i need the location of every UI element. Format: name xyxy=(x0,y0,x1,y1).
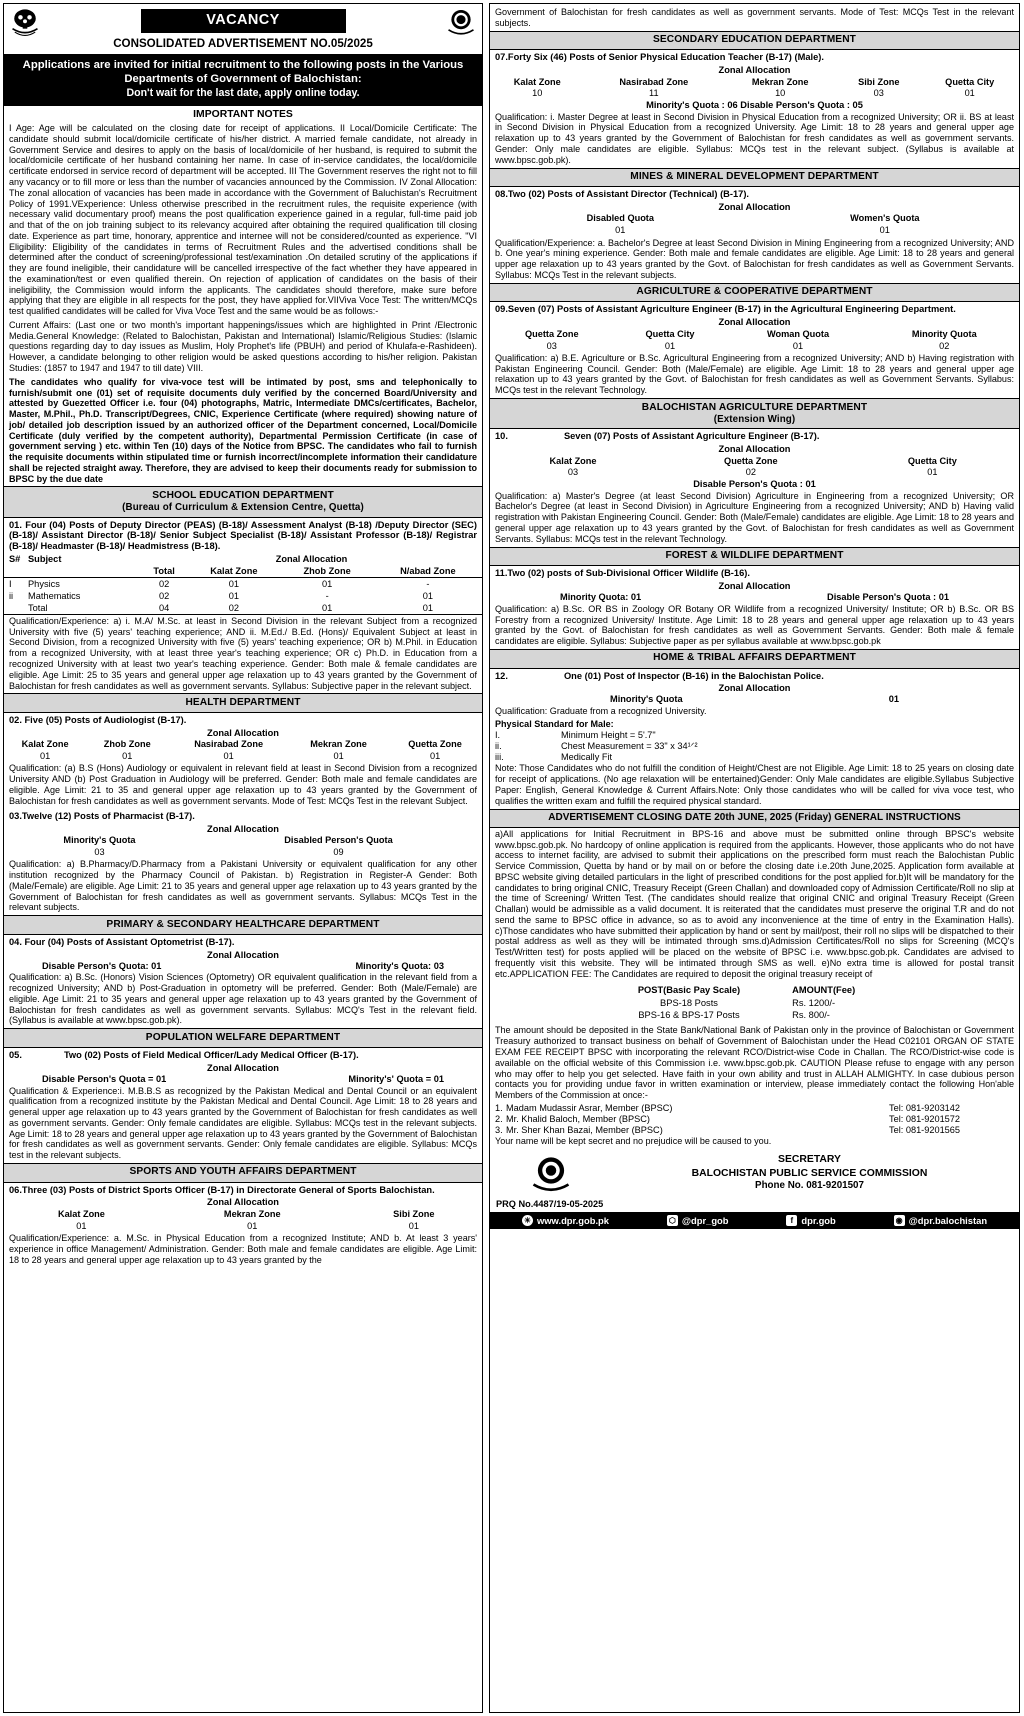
signature-block xyxy=(490,1149,1019,1197)
left-column xyxy=(3,3,483,1713)
fee-deposit-instructions: The amount should be deposited in the State Bank/National Bank of Pakistan only in the province of Balochistan or Government Treasury authorized to transact business on behalf of Government of Balochistan under the Head C02101 ORGAN OF STATE EXAM FEE RECEIPT BPSC with incorporating the relevant RCO/District-wise Code in Challan. The RCO/District-wise code is available on the official website of this Commission i.e. www.bpsc.gob.pk. CAUTION Please refuse to engage with any person who may offer to help you get selected. Have faith in your own ability and trust in ALLAH ALMIGHTY. In case dubious person contacts you for providing undue favor in written examination or interview, please immediately contact the following Hon'able Members of the Commission at once:- xyxy=(495,1025,1014,1101)
post-02-qualification: Qualification: (a) B.S (Hons) Audiology or equivalent in relevant field at least in Second Division from a recognized University AND (b) Post Graduation in Audiology will be preferred. Gender: Both male and female candidates are eligible. Age Limit: 21 to 35 and general upper age relaxation up to 43 years granted by the Government of Balochistan for fresh candidates as well as government servants. Mode of Test: MCQs Test in the relevant Subject. xyxy=(9,763,477,806)
item-number: iii. xyxy=(495,751,504,762)
post-06-qualification: Qualification/Experience: a. M.Sc. in Physical Education from a recognized Institute; AND b. At least 3 years' experience in office Management/ Administration. Gender: Both male and female candidates are eligible. Age Limit: 18 to 28 years and general upper age relaxation up to 43 years granted by the xyxy=(9,1233,477,1265)
dept-header-mines-mineral xyxy=(490,168,1019,188)
commission-seal-icon xyxy=(524,1153,578,1195)
notes-paragraph-2: Current Affairs: (Last one or two month's important happenings/issues which are highlighted in Print /Electronic Media.General Knowledge: (Related to Balochistan, Pakistan and International) Islamic/Religious Studies: (Islamic questions regarding day to day issues as Muslim, Holy Prophet's life (PBUH) and period of Khulafa-e-Rashideen). However, a candidate belonging to other religion would be asked questions according to his/her religion. Pakistan Studies: (1857 to 1947 and 1947 to till date) VIII. xyxy=(9,319,477,373)
post-09-title: 09.Seven (07) Posts of Assistant Agriculture Engineer (B-17) in the Agricultural Engineering Department. xyxy=(495,304,956,315)
col-subject: Subject xyxy=(28,553,62,564)
post-05-zonal-header: Zonal Allocation xyxy=(207,1062,279,1073)
post-08-qualification: Qualification/Experience: a. Bachelor's Degree at least Second Division in Mining Engineering from a recognized University; AND b. One year's mining experience. Gender: Both male and female candidates are eligible. Age Limit: 18 to 28 years and general upper age relaxation up to 43 years granted by the Govt. of Balochistan for fresh candidates as well as Government Servants. Syllabus: MCQs Test in the relevant subjects. xyxy=(495,237,1014,280)
zone-value: 01 xyxy=(76,1220,87,1231)
post-04-qualification: Qualification: a) B.Sc. (Honors) Vision Sciences (Optometry) OR equivalent qualification in the relevant field from a recognized University; AND b) Post-Graduation in optometry will be preferred. Gender: Both (Male/Female) are eligible. Age Limit: 21 to 35 years and general upper age relaxation up to 43 years granted by the Government of Balochistan for fresh candidates as well as government servants. Syllabus: MCQ's Test in the relevant field. (Syllabus is available at www.bpsc.gob.pk). xyxy=(9,972,477,1026)
dept-header-population-welfare xyxy=(4,1028,482,1048)
post-12-quota-row xyxy=(490,694,1019,705)
allocation-label-row xyxy=(490,328,1019,340)
zone-value: 01 xyxy=(429,751,441,762)
post-11-quota-row xyxy=(490,592,1019,603)
zone-label: Quetta City xyxy=(907,455,957,466)
post-10-zonal-header: Zonal Allocation xyxy=(718,444,791,455)
zone-value: 01 xyxy=(664,340,676,351)
bpsc-emblem-right xyxy=(444,6,478,43)
post-02-zonal-header: Zonal Allocation xyxy=(207,727,279,738)
instagram-icon: ◉ xyxy=(894,1215,905,1226)
post-06-zonal-header: Zonal Allocation xyxy=(207,1197,279,1208)
fee-header-row xyxy=(638,985,871,996)
dept-title-agriculture-cooperative: AGRICULTURE & COOPERATIVE DEPARTMENT xyxy=(636,286,873,298)
dept-header-home-tribal xyxy=(490,649,1019,669)
cell-total: 02 xyxy=(158,590,170,601)
zone-value: 02 xyxy=(745,467,756,478)
dept-header-secondary-education xyxy=(490,31,1019,51)
zone-label: Zhob Zone xyxy=(103,739,151,750)
zone-value: 01 xyxy=(39,751,51,762)
invitation-banner xyxy=(4,54,482,106)
table-row xyxy=(4,590,482,602)
notes-paragraph-1: I Age: Age will be calculated on the closing date for receipt of applications. II Local/Domicile Certificate: The candidate should submit local/domicile certificate of his/her district. A married female candidate, not already in Government Service and desires to apply on the basis of local/domicile of her husband, is required to submit the local/domicile certificate of her husband containing her name. In case of in-service candidates, the local/domicile certificate endorsed in service record of department will be accepted. III The Government reserves the right not to fill any vacancy or to fill more or less than the number of vacancies announced by the Commission. IV Zonal Allocation: The zonal allocation of vacancies has been made in accordance with the Government of Baluchistan's Recruitment Policy of 1991.VExperience: Unless otherwise prescribed in the recruitment rules, the requisite experience (with necessary valid documentary proof) means the post qualification experience gained in a regular, full-time paid job and that of the on job training subject to its relevancy acquired after obtaining the required qualification till closing date. Experience as part time, honorary, apprentice and internee will not be considered/counted as experience. "VI Eligibility: Eligibility of the candidates in terms of Recruitment Rules and the advertised conditions shall be determined after the conduct of screening/professional test/examination .On detailed scrutiny of the applications if they are found ineligible, their candidature will be cancelled irrespective of the fact whether they have appeared in the examination/test or even qualified therein. On rejection of application of candidates on the basis of their ineligibility, the Commission would inform the applicants. The candidates should therefore, make sure before applying that they are eligible in all respects for the post, they have applied for.VIIViva Voce Test: The written/MCQs test qualified candidates will be called for Viva Voce Test and the same would be as follows:- xyxy=(9,123,477,317)
important-notes-heading: IMPORTANT NOTES xyxy=(193,108,293,120)
zone-label: Nasirabad Zone xyxy=(619,76,689,87)
col-zhob-zone: Zhob Zone xyxy=(303,565,351,576)
post-10-title-row xyxy=(490,429,1019,443)
post-10-allocation-table xyxy=(490,455,1019,479)
dept-header-health xyxy=(4,693,482,713)
quota-label: Disabled Quota xyxy=(586,213,654,224)
prq-number: PRQ No.4487/19-05-2025 xyxy=(496,1199,604,1210)
quota-value: 02 xyxy=(939,340,950,351)
allocation-value-row xyxy=(4,1220,482,1232)
list-item xyxy=(490,752,1019,763)
post-08-title: 08.Two (02) Posts of Assistant Director (Technical) (B-17). xyxy=(495,189,749,200)
zone-value: 03 xyxy=(873,88,884,99)
invitation-line-2: Departments of Government of Balochistan: xyxy=(124,73,362,86)
quota-value: 01 xyxy=(879,225,890,236)
cell-kalat: 01 xyxy=(228,578,239,589)
dept-header-balochistan-agriculture xyxy=(490,398,1019,429)
col-total: Total xyxy=(153,565,175,576)
post-05-quota-row xyxy=(4,1074,482,1085)
facebook-icon: f xyxy=(786,1215,797,1226)
cell-zhob: - xyxy=(325,590,329,601)
allocation-label-row xyxy=(4,1208,482,1220)
vacancy-banner: VACANCY xyxy=(141,9,346,33)
post-03-qualification: Qualification: a) B.Pharmacy/D.Pharmacy from a Pakistani University or equivalent qualification for any other institution recognized by the Pharmacy Council of Pakistan. b) Registration in Register-A Gender: Both (Male/Female) are eligible. Age Limit: 21 to 35 years and general upper age relaxation up to 43 years granted by the Government of Balochistan for fresh candidates as well as government servants. Syllabus: MCQs Test in the relevant subjects. xyxy=(9,859,477,913)
col-amount-fee: AMOUNT(Fee) xyxy=(792,984,856,995)
post-12-number: 12. xyxy=(495,670,508,681)
allocation-label-row xyxy=(4,739,482,751)
zone-label: Mekran Zone xyxy=(751,76,809,87)
contact-telephone: Tel: 081-9203142 xyxy=(889,1102,961,1113)
zone-value: 03 xyxy=(546,340,557,351)
post-01-qualification: Qualification/Experience: a) i. M.A/ M.Sc. at least in Second Division in the relevant Subject from a recognized University with five (5) years' teaching experience; AND ii. M.Ed./ B.Ed. (Hons)/ Equivalent Subject at least in Second Division, from a recognized University with five (5) years' teaching experience; OR b) M.Phil. in Education from a recognized University, with at least three year's teaching experience; OR c) Ph.D. in Education from a recognized University with at least two year's teaching experience. Gender: Both male & female candidates are eligible. Age Limit: 25 to 35 years and general upper age relaxation up to 43 years granted by the Government of Balochistan for fresh candidates as well as government servants. Syllabus: Subjective paper in the relevant subject. xyxy=(4,614,482,693)
allocation-label-row xyxy=(490,455,1019,467)
zone-label: Quetta Zone xyxy=(724,455,778,466)
quota-label: Minority's Quota xyxy=(63,834,136,845)
table-row-total xyxy=(4,602,482,614)
quota-value: 03 xyxy=(94,846,105,857)
cell-nabad: 01 xyxy=(422,590,434,601)
item-text: Chest Measurement = 33" x 34¹ᐟ² xyxy=(561,740,698,751)
cell-subject: Total xyxy=(28,602,48,613)
dept-title-population-welfare: POPULATION WELFARE DEPARTMENT xyxy=(145,1031,341,1043)
zone-label: Sibi Zone xyxy=(858,76,900,87)
post-06-allocation-table xyxy=(4,1208,482,1232)
consolidated-advertisement-number: CONSOLIDATED ADVERTISEMENT NO.05/2025 xyxy=(113,37,373,51)
cell-nabad: 01 xyxy=(422,602,434,613)
footer-twitter[interactable] xyxy=(667,1215,729,1226)
zone-label: Mekran Zone xyxy=(223,1208,281,1219)
cell-total: 04 xyxy=(158,602,170,613)
post-09-allocation-table xyxy=(490,328,1019,352)
list-item xyxy=(490,741,1019,752)
quota-minority: Minority Quota: 01 xyxy=(560,592,642,603)
zone-label: Kalat Zone xyxy=(57,1208,105,1219)
fee-row xyxy=(638,998,871,1009)
post-02-title: 02. Five (05) Posts of Audiologist (B-17). xyxy=(9,714,187,725)
footer-facebook[interactable] xyxy=(786,1215,835,1226)
allocation-value-row xyxy=(4,751,482,763)
allocation-value-row xyxy=(4,846,482,858)
post-07-zonal-header: Zonal Allocation xyxy=(718,65,791,76)
post-10-quota-line: Disable Person's Quota : 01 xyxy=(693,478,816,489)
post-07-quota-line: Minority's Quota : 06 Disable Person's Quota : 05 xyxy=(646,99,863,110)
general-instructions: a)All applications for Initial Recruitment in BPS-16 and above must be submitted online through BPSC's website www.bpsc.gob.pk. No hardcopy of online application is required from the applicants. However, those applicants who do not have access to internet facility, are advised to submit their applications on the prescribed form must reach the Balochistan Public Service Commission, Quetta by hand or by mail on or before the closing date i.e.20th June,2025. Application form available at BPSC website giving detailed particulars in the light of prescribed conditions for the post applied for.b)It will be mandatory for the candidates to bring original CNIC, Treasury Receipt (Green Challan) and downloaded copy of Admission Certificate/Roll no slip at the time of Screening/ Written Test. (The candidates should realize that original CNIC and original Treasury Receipt (Green Challan) would be admissible as a valid document. It is reiterated that the candidates must preserve the original T.R and do not send the same to BPSC office in advance, so as to avoid any inconvenience at the time of entry in the Examination Halls). c)Those candidates who have submitted their application by hand or sent by mail/post, their roll no slips will be dispatched to their postal address as well as they will be intimated through sms.d)Admission Certificates/Roll no slips for Screening (MCQ's Test/Written test) for posts applied will be placed on the website of BPSC i.e. www.bpsc.gob.pk. Candidates are advised to frequently visit this website. They will be intimated through SMS as well. e)No extra time is allowed for postal transit etc.APPLICATION FEE: The Candidates are required to deposit the original treasury receipt of xyxy=(495,828,1014,979)
allocation-label-row xyxy=(490,76,1019,88)
post-04-zonal-header: Zonal Allocation xyxy=(207,949,279,960)
cell-zhob: 01 xyxy=(321,578,333,589)
quota-disable-person: Disable Person's Quota = 01 xyxy=(42,1073,167,1084)
cell-sno: I xyxy=(9,578,12,589)
zone-value: 01 xyxy=(333,751,344,762)
zone-value: 03 xyxy=(567,467,579,478)
allocation-label-row xyxy=(4,834,482,846)
application-fee-table xyxy=(636,983,873,1024)
school-education-allocation-table xyxy=(4,553,482,614)
zone-value: 01 xyxy=(927,467,938,478)
col-post-basic-pay-scale: POST(Basic Pay Scale) xyxy=(637,984,741,995)
zone-value: 01 xyxy=(408,1220,419,1231)
contact-row xyxy=(490,1114,1019,1125)
dept-title-forest-wildlife: FOREST & WILDLIFE DEPARTMENT xyxy=(665,550,844,562)
post-12-qualification: Qualification: Graduate from a recognized University. xyxy=(495,706,707,717)
dept-title-primary-secondary-healthcare: PRIMARY & SECONDARY HEALTHCARE DEPARTMENT xyxy=(106,918,380,930)
quota-label: Woman Quota xyxy=(766,328,830,339)
fee-amount: Rs. 800/- xyxy=(792,1010,830,1021)
quota-value: 01 xyxy=(792,340,804,351)
post-04-quota-row xyxy=(4,961,482,972)
zone-value: 10 xyxy=(532,88,543,99)
post-08-zonal-header: Zonal Allocation xyxy=(718,202,791,213)
secrecy-note: Your name will be kept secret and no prejudice will be caused to you. xyxy=(495,1136,772,1147)
table-header-row xyxy=(4,553,482,565)
quota-label: Women's Quota xyxy=(850,213,920,224)
quota-label: Disabled Person's Quota xyxy=(284,834,393,845)
zone-label: Quetta Zone xyxy=(524,328,579,339)
bpsc-seal xyxy=(496,1153,606,1195)
zone-value: 01 xyxy=(122,751,133,762)
closing-date-banner: ADVERTISEMENT CLOSING DATE 20th JUNE, 2025 (Friday) GENERAL INSTRUCTIONS xyxy=(490,809,1019,828)
allocation-value-row xyxy=(490,467,1019,479)
contact-row xyxy=(490,1125,1019,1136)
dept-header-forest-wildlife xyxy=(490,547,1019,567)
commission-members-contacts xyxy=(490,1103,1019,1136)
post-11-title: 11.Two (02) posts of Sub-Divisional Officer Wildlife (B-16). xyxy=(495,568,750,579)
signatory-organization: BALOCHISTAN PUBLIC SERVICE COMMISSION xyxy=(691,1167,928,1179)
post-02-allocation-table xyxy=(4,739,482,763)
post-10-number: 10. xyxy=(495,431,508,442)
footer-twitter-label: @dpr_gob xyxy=(681,1215,729,1227)
twitter-icon: ⬡ xyxy=(667,1215,678,1226)
post-12-zonal-header: Zonal Allocation xyxy=(718,683,791,694)
cell-total: 02 xyxy=(158,578,170,589)
contact-name: Madam Mudassir Asrar, Member (BPSC) xyxy=(506,1102,673,1113)
footer-facebook-label: dpr.gob xyxy=(801,1215,836,1227)
item-number: I. xyxy=(495,729,501,740)
post-08-allocation-table xyxy=(490,213,1019,237)
quota-disable-person: Disable Person's Quota: 01 xyxy=(42,960,162,971)
post-05-title: Two (02) Posts of Field Medical Officer/Lady Medical Officer (B-17). xyxy=(63,1049,359,1060)
post-09-zonal-header: Zonal Allocation xyxy=(718,317,791,328)
cell-kalat: 01 xyxy=(228,590,239,601)
post-05-title-row xyxy=(4,1048,482,1062)
zone-label: Kalat Zone xyxy=(549,455,597,466)
quota-value: 09 xyxy=(333,846,344,857)
allocation-value-row xyxy=(490,340,1019,352)
fee-post: BPS-16 & BPS-17 Posts xyxy=(638,1010,740,1021)
post-03-title: 03.Twelve (12) Posts of Pharmacist (B-17). xyxy=(9,810,195,821)
balochistan-emblem-left xyxy=(8,6,42,43)
cell-kalat: 02 xyxy=(228,602,239,613)
social-footer-bar xyxy=(490,1212,1019,1229)
physical-standard-list xyxy=(490,730,1019,763)
zone-label: Sibi Zone xyxy=(393,1208,435,1219)
post-04-title: 04. Four (04) Posts of Assistant Optometrist (B-17). xyxy=(9,936,235,947)
dept-title-home-tribal: HOME & TRIBAL AFFAIRS DEPARTMENT xyxy=(653,652,856,664)
dept-header-sports-youth xyxy=(4,1163,482,1183)
footer-website-label: www.dpr.gob.pk xyxy=(536,1215,609,1227)
zone-label: Kalat Zone xyxy=(513,76,561,87)
contact-number: 1. xyxy=(495,1102,503,1113)
zone-value: 10 xyxy=(775,88,786,99)
allocation-value-row xyxy=(490,225,1019,237)
zone-value: 11 xyxy=(649,88,659,99)
dept-title-mines-mineral: MINES & MINERAL DEVELOPMENT DEPARTMENT xyxy=(630,171,879,183)
post-01-title: 01. Four (04) Posts of Deputy Director (PEAS) (B-18)/ Assessment Analyst (B-18) /Deputy Director (SEC) (B-18)/ Assistant Director (B-18)/ Senior Subject Specialist (B-18)/ Assistant Professor (B-18)/ Registrar (B-18)/ Headmaster (B-18)/ Headmistress (B-18). xyxy=(9,519,477,552)
contact-number: 3. xyxy=(495,1124,503,1135)
quota-minority: Minority's Quota: 03 xyxy=(355,960,444,971)
zone-value: 01 xyxy=(247,1220,258,1231)
footer-website[interactable] xyxy=(522,1215,609,1226)
item-text: Minimum Height = 5'.7" xyxy=(561,729,656,740)
zone-label: Quetta Zone xyxy=(408,739,462,750)
invitation-line-3: Don't wait for the last date, apply online today. xyxy=(126,87,360,100)
fee-amount: Rs. 1200/- xyxy=(792,997,836,1008)
col-kalat-zone: Kalat Zone xyxy=(210,565,258,576)
post-03-allocation-table xyxy=(4,834,482,858)
post-06-qualification-continued: Government of Balochistan for fresh candidates as well as government servants. Mode of Test: MCQs Test in the relevant subjects. xyxy=(495,7,1014,28)
cell-zhob: 01 xyxy=(321,602,333,613)
zone-label: Quetta City xyxy=(945,76,995,87)
contact-telephone: Tel: 081-9201572 xyxy=(889,1113,961,1124)
dept-title-sports-youth: SPORTS AND YOUTH AFFAIRS DEPARTMENT xyxy=(129,1166,357,1178)
contact-row xyxy=(490,1103,1019,1114)
dept-header-agriculture-cooperative xyxy=(490,283,1019,303)
item-number: ii. xyxy=(495,740,502,751)
post-07-allocation-table xyxy=(490,76,1019,100)
signatory-title: SECRETARY xyxy=(778,1154,841,1166)
zone-label: Quetta City xyxy=(645,328,695,339)
post-11-zonal-header: Zonal Allocation xyxy=(718,581,791,592)
contact-name: Mr. Khalid Baloch, Member (BPSC) xyxy=(506,1113,650,1124)
cell-sno xyxy=(4,602,26,614)
post-09-qualification: Qualification: a) B.E. Agriculture or B.Sc. Agricultural Engineering from a recognized University; AND b) Having registration with Pakistan Engineering Council. Gender: Both (Male/Female) are eligible. Age Limit: 18 to 28 years and general upper age relaxation up to 43 years granted by the Govt. of Balochistan for fresh candidates as well as Government Servants. Syllabus: MCQs test in the relevant Technology. xyxy=(495,352,1014,396)
post-10-title: Seven (07) Posts of Assistant Agriculture Engineer (B-17). xyxy=(563,431,820,442)
post-12-title-row xyxy=(490,669,1019,683)
quota-minority: Minority's' Quota = 01 xyxy=(348,1073,444,1084)
dept-subtitle-balochistan-agriculture: (Extension Wing) xyxy=(713,413,796,425)
cell-subject: Physics xyxy=(28,578,60,589)
post-11-qualification: Qualification: a) B.Sc. OR BS in Zoology OR Botany OR Wildlife from a recognized University/ Institute; OR b) B.Sc. OR BS Forestry from a recognized University/ Institute. Age Limit: 18 to 28 years and general upper age relaxation up to 43 years granted by the Govt. of Balochistan for fresh candidates as well as Government Servants. Gender: Both male & female candidates are eligible. Syllabus: Subjective paper as per syllabus available at www.bpsc.gob.pk xyxy=(495,603,1014,647)
fee-row xyxy=(638,1010,871,1021)
quota-label: Minority Quota xyxy=(911,328,977,339)
quota-disable-person: Disable Person's Quota : 01 xyxy=(827,592,949,603)
quota-minority-label: Minority's Quota xyxy=(610,694,683,705)
quota-value: 01 xyxy=(615,225,626,236)
signatory-details xyxy=(606,1153,1013,1193)
notes-paragraph-3: The candidates who qualify for viva-voce test will be intimated by post, sms and telephonically to furnish/submit one (01) set of requisite documents duly verified by the concerned Board/University and attested by Guezetted Officer i.e. four (04) photographs, Matric, Intermediate DMCs/certificates, Bachelor, Master, M.Phil., Ph.D. Transcript/Degrees, CNIC, Experience Certificate (where required) showing nature of job/ detailed job description issued by an authorized officer of the Department concerned, Local/Domicile Certificate (duly verified by the competent authority), Departmental Permission Certificate (in case of government serving ) etc. within Ten (10) days of the Notice from BPSC. The candidates who fail to furnish the requisite documents within stipulated time or furnish incorrect/incomplete information their candidature shall be rejected straight away. Therefore, they are advised to keep their documents ready for submission to BPSC by the due date xyxy=(9,376,477,484)
cell-nabad: - xyxy=(426,578,430,589)
list-item xyxy=(490,730,1019,741)
post-12-title: One (01) Post of Inspector (B-16) in the Balochistan Police. xyxy=(563,670,824,681)
physical-standard-heading: Physical Standard for Male: xyxy=(495,719,614,730)
cell-subject: Mathematics xyxy=(28,590,81,601)
allocation-value-row xyxy=(490,88,1019,100)
globe-icon: ☀ xyxy=(523,1215,532,1225)
fee-post: BPS-18 Posts xyxy=(660,997,718,1008)
post-05-number: 05. xyxy=(9,1049,22,1060)
contact-number: 2. xyxy=(495,1113,503,1124)
zone-value: 01 xyxy=(223,751,234,762)
quota-minority-value: 01 xyxy=(888,694,899,705)
table-subheader-row xyxy=(4,565,482,577)
zone-value: 01 xyxy=(964,88,975,99)
item-text: Medically Fit xyxy=(561,751,613,762)
dept-header-primary-secondary-healthcare xyxy=(4,915,482,935)
cell-sno: ii xyxy=(9,590,14,601)
dept-header-school-education xyxy=(4,486,482,517)
government-emblem-icon xyxy=(8,6,42,40)
post-10-qualification: Qualification: a) Master's Degree (at least Second Division) Agriculture in Engineering from a recognized University; OR Bachelor's Degree (at least in Second Division) in Agriculture Engineering from a recognized University; AND b) Having valid registration with Pakistan Engineering Council. Gender: Both (Male/Female) candidates are eligible. Age Limit: 18 to 28 years and general upper age relaxation up to 43 years granted by the Govt. of Balochistan for fresh candidates as well as Government Servants. Syllabus: MCQs test in the relevant Technology. xyxy=(495,490,1014,544)
contact-telephone: Tel: 081-9201565 xyxy=(889,1124,961,1135)
post-07-qualification: Qualification: i. Master Degree at least in Second Division in Physical Education from a recognized University; OR ii. BS at least in Second Division in Physical Education from a recognized University. Age Limit: 18 to 28 years and general upper age relaxation up to 43 years granted by the Government of Balochistan for fresh candidates as well as government servants. Gender: Only male candidates are eligible. Syllabus: MCQs test in the relevant subject. (Syllabus is available at www.bpsc.gob.pk). xyxy=(495,111,1014,165)
commission-emblem-icon xyxy=(444,6,478,40)
post-05-qualification: Qualification & Experience:i. M.B.B.S as recognized by the Pakistan Medical and Dental Council or an equivalent qualification from a recognized institute by the Pakistan Medical and Dental Council. Age Limit: 18 to 28 years and general upper age relaxation up to 43 years granted by the Government of Balochistan for fresh candidates as well as government servants. Gender: Only female candidates are eligible. Syllabus: MCQs test in the relevant subjects. Age Limit: 18 to 28 years and general upper age relaxation up to 43 years granted by the Government of Balochistan for fresh candidates as well as government servants. Gender: Only female candidates are eligible. Syllabus: MCQs test in the relevant subjects. xyxy=(9,1085,477,1161)
col-sno: S# xyxy=(9,553,21,564)
dept-subtitle-school-education: (Bureau of Curriculum & Extension Centre, Quetta) xyxy=(122,501,364,513)
contact-name: Mr. Sher Khan Bazai, Member (BPSC) xyxy=(506,1124,663,1135)
dept-title-school-education: SCHOOL EDUCATION DEPARTMENT xyxy=(152,489,334,501)
post-12-note: Note: Those Candidates who do not fulfill the condition of Height/Chest are not Eligible. Age Limit: 18 to 25 years on closing date for receipt of applications. (No age relaxation will be entertained)Gender: Only Male candidates are eligible.Syllabus Subjective Paper: English, General Knowledge & Current Affairs.Note: Only those candidates who will be called for viva voce test, who qualifies the written exam and fulfill the required physical standard. xyxy=(495,763,1014,806)
post-06-title: 06.Three (03) Posts of District Sports Officer (B-17) in Directorate General of Sports Balochistan. xyxy=(9,1184,435,1195)
post-07-title: 07.Forty Six (46) Posts of Senior Physical Education Teacher (B-17) (Male). xyxy=(495,52,824,63)
zone-label: Nasirabad Zone xyxy=(194,739,264,750)
dept-title-balochistan-agriculture: BALOCHISTAN AGRICULTURE DEPARTMENT xyxy=(641,401,868,413)
right-column xyxy=(489,3,1020,1713)
zone-label: Kalat Zone xyxy=(21,739,69,750)
footer-instagram-label: @dpr.balochistan xyxy=(908,1215,988,1227)
signatory-phone: Phone No. 081-9201507 xyxy=(755,1180,864,1192)
post-03-zonal-header: Zonal Allocation xyxy=(207,823,279,834)
page-header xyxy=(4,4,482,54)
col-zonal-allocation: Zonal Allocation xyxy=(275,553,348,564)
allocation-label-row xyxy=(490,213,1019,225)
footer-instagram[interactable] xyxy=(894,1215,987,1226)
dept-title-health: HEALTH DEPARTMENT xyxy=(185,696,301,708)
zone-label: Mekran Zone xyxy=(310,739,367,750)
dept-title-secondary-education: SECONDARY EDUCATION DEPARTMENT xyxy=(653,34,856,46)
table-row xyxy=(4,578,482,590)
invitation-line-1: Applications are invited for initial recruitment to the following posts in the Various xyxy=(22,58,464,71)
col-nabad-zone: N/abad Zone xyxy=(400,565,456,576)
